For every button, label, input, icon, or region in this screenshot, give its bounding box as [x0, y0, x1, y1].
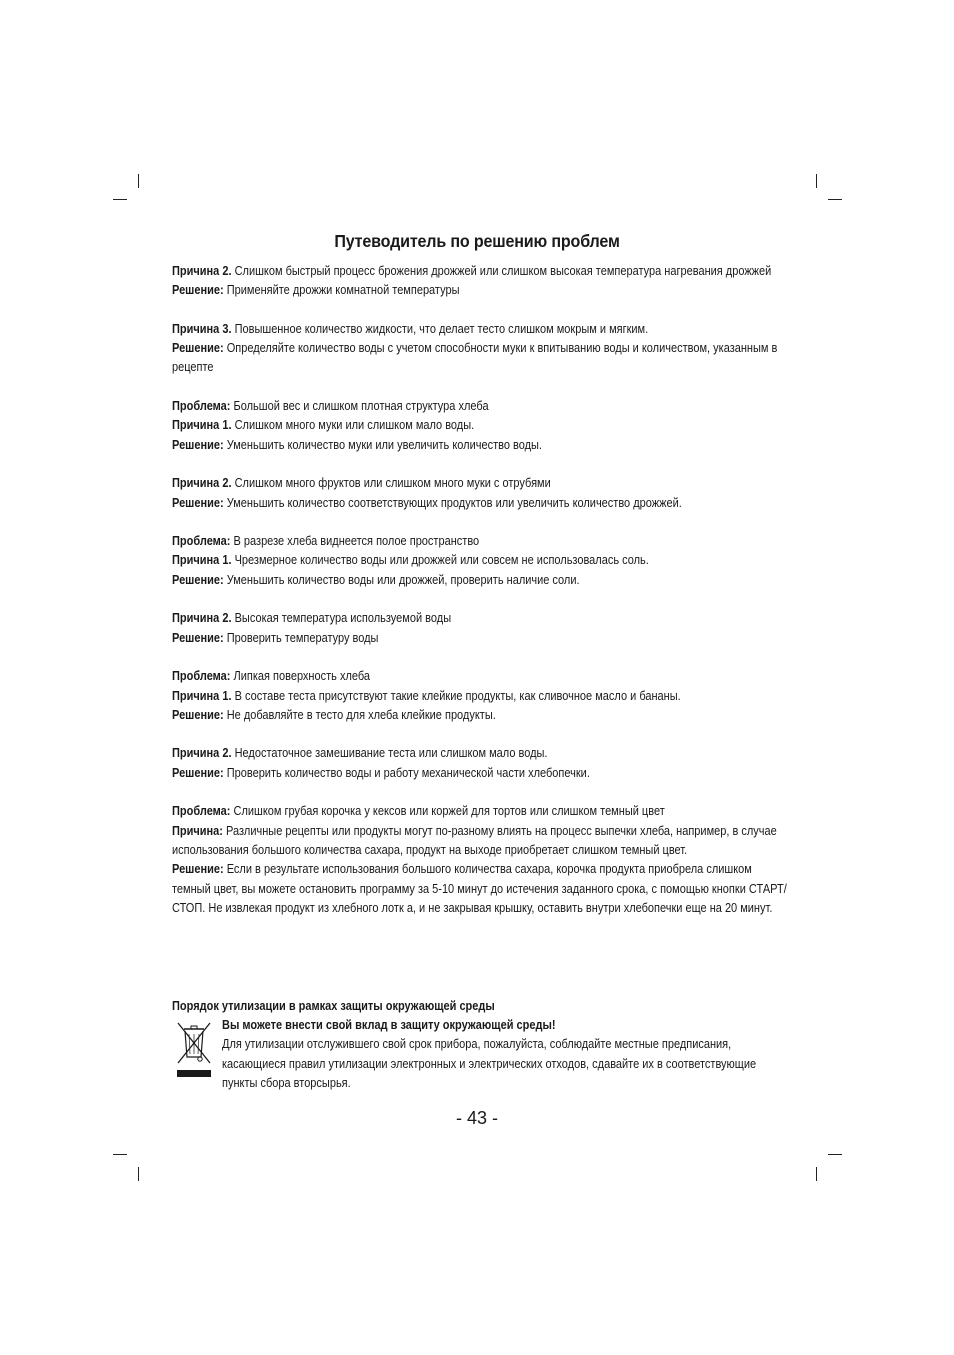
troubleshooting-entry — [172, 320, 788, 378]
entry-line — [172, 320, 788, 339]
entry-text: Слишком грубая корочка у кексов или коржей для тортов или слишком темный цвет — [230, 804, 665, 819]
disposal-subheading: Вы можете внести свой вклад в защиту окружающей среды! — [222, 1018, 556, 1032]
disposal-body: Для утилизации отслужившего свой срок прибора, пожалуйста, соблюдайте местные предписания, касающиеся правил утилизации электронных и электрических отходов, сдавайте их в соответствующие пункты сбора вторсырья. — [222, 1037, 757, 1090]
entry-line — [172, 262, 788, 281]
entry-line — [172, 494, 788, 513]
entry-text: Высокая температура используемой воды — [231, 611, 452, 626]
troubleshooting-entry — [172, 474, 788, 513]
entry-text: Повышенное количество жидкости, что делает тесто слишком мокрым и мягким. — [231, 321, 649, 336]
entry-label: Проблема: — [172, 534, 231, 549]
entry-label: Причина 1. — [172, 688, 232, 703]
entry-text: Не добавляйте в тесто для хлеба клейкие продукты. — [223, 707, 496, 722]
entry-label: Причина 1. — [172, 553, 232, 568]
entry-line — [172, 687, 788, 706]
entry-text: Если в результате использования большого количества сахара, корочка продукта приобрела слишком темный цвет, вы можете остановить программу за 5-10 минут до истечения заданного срока, с помощью кнопки СТАРТ/СТОП. Не извлекая продукт из хлебного лотк а, и не закрывая крышку, оставить внутри хлебопечки еще на 20 минут. — [172, 862, 787, 915]
disposal-notice — [222, 1016, 785, 1093]
crop-mark — [816, 1167, 817, 1181]
troubleshooting-content — [172, 262, 788, 937]
entry-text: Проверить температуру воды — [223, 630, 379, 645]
entry-line — [172, 339, 788, 378]
page-number: - 43 - — [455, 1108, 498, 1128]
entry-line — [172, 860, 788, 918]
entry-text: Уменьшить количество воды или дрожжей, проверить наличие соли. — [223, 572, 580, 587]
entry-text: Проверить количество воды и работу механической части хлебопечки. — [223, 765, 590, 780]
entry-label: Причина 2. — [172, 264, 232, 278]
entry-line — [172, 706, 788, 725]
page-title: Путеводитель по решению проблем — [334, 231, 620, 251]
entry-label: Решение: — [172, 437, 224, 452]
entry-text: Различные рецепты или продукты могут по-разному влиять на процесс выпечки хлеба, например, в случае использования большого количества сахара, продукт на выходе приобретает слишком темный цвет. — [172, 823, 777, 857]
entry-line — [172, 609, 788, 628]
entry-text: Определяйте количество воды с учетом способности муки к впитыванию воды и количеством, указанным в рецепте — [172, 341, 778, 375]
entry-label: Проблема: — [172, 669, 231, 684]
entry-line — [172, 397, 788, 416]
entry-text: В составе теста присутствуют такие клейкие продукты, как сливочное масло и бананы. — [231, 688, 681, 703]
crop-mark — [113, 1154, 127, 1155]
entry-label: Решение: — [172, 572, 224, 587]
crop-mark — [113, 199, 127, 200]
troubleshooting-entry — [172, 744, 788, 783]
entry-line — [172, 744, 788, 763]
entry-label: Решение: — [172, 707, 224, 722]
entry-line — [172, 667, 788, 686]
entry-line — [172, 551, 788, 570]
entry-text: Недостаточное замешивание теста или слишком мало воды. — [231, 746, 548, 761]
entry-label: Причина 2. — [172, 746, 232, 761]
entry-label: Решение: — [172, 862, 224, 877]
entry-label: Причина 3. — [172, 321, 232, 336]
entry-line — [172, 532, 788, 551]
entry-line — [172, 474, 788, 493]
entry-label: Решение: — [172, 630, 224, 645]
entry-line — [172, 416, 788, 435]
troubleshooting-entry — [172, 667, 788, 725]
entry-label: Решение: — [172, 341, 224, 356]
entry-line — [172, 436, 788, 455]
crossed-out-wheelie-bin-icon — [175, 1020, 213, 1080]
entry-text: Липкая поверхность хлеба — [230, 669, 371, 684]
entry-label: Решение: — [172, 283, 224, 298]
troubleshooting-entry — [172, 609, 788, 648]
entry-text: Большой вес и слишком плотная структура хлеба — [230, 399, 489, 414]
troubleshooting-entry — [172, 532, 788, 590]
entry-line — [172, 281, 788, 300]
entry-line — [172, 629, 788, 648]
crop-mark — [138, 174, 139, 188]
entry-label: Решение: — [172, 495, 224, 510]
entry-label: Проблема: — [172, 399, 231, 414]
entry-line — [172, 802, 788, 821]
entry-line — [172, 822, 788, 861]
entry-text: В разрезе хлеба виднеется полое пространство — [230, 534, 480, 549]
crop-mark — [816, 174, 817, 188]
entry-label: Причина 2. — [172, 476, 232, 491]
entry-label: Причина 1. — [172, 418, 232, 433]
troubleshooting-entry — [172, 802, 788, 918]
crop-mark — [828, 1154, 842, 1155]
troubleshooting-entry — [172, 397, 788, 455]
entry-text: Уменьшить количество муки или увеличить количество воды. — [223, 437, 542, 452]
crop-mark — [828, 199, 842, 200]
entry-text: Слишком много муки или слишком мало воды. — [231, 418, 475, 433]
crop-mark — [138, 1167, 139, 1181]
troubleshooting-entry — [172, 262, 788, 301]
entry-label: Причина: — [172, 823, 223, 838]
entry-label: Причина 2. — [172, 611, 232, 626]
entry-text: Слишком быстрый процесс брожения дрожжей или слишком высокая температура нагревания дрожжей — [231, 264, 772, 278]
entry-line — [172, 571, 788, 590]
entry-text: Слишком много фруктов или слишком много муки с отрубями — [231, 476, 551, 491]
entry-label: Решение: — [172, 765, 224, 780]
entry-text: Уменьшить количество соответствующих продуктов или увеличить количество дрожжей. — [223, 495, 682, 510]
entry-label: Проблема: — [172, 804, 231, 819]
entry-text: Чрезмерное количество воды или дрожжей или совсем не использовалась соль. — [231, 553, 649, 568]
entry-line — [172, 764, 788, 783]
disposal-heading: Порядок утилизации в рамках защиты окружающей среды — [172, 999, 495, 1013]
entry-text: Применяйте дрожжи комнатной температуры — [223, 283, 460, 298]
